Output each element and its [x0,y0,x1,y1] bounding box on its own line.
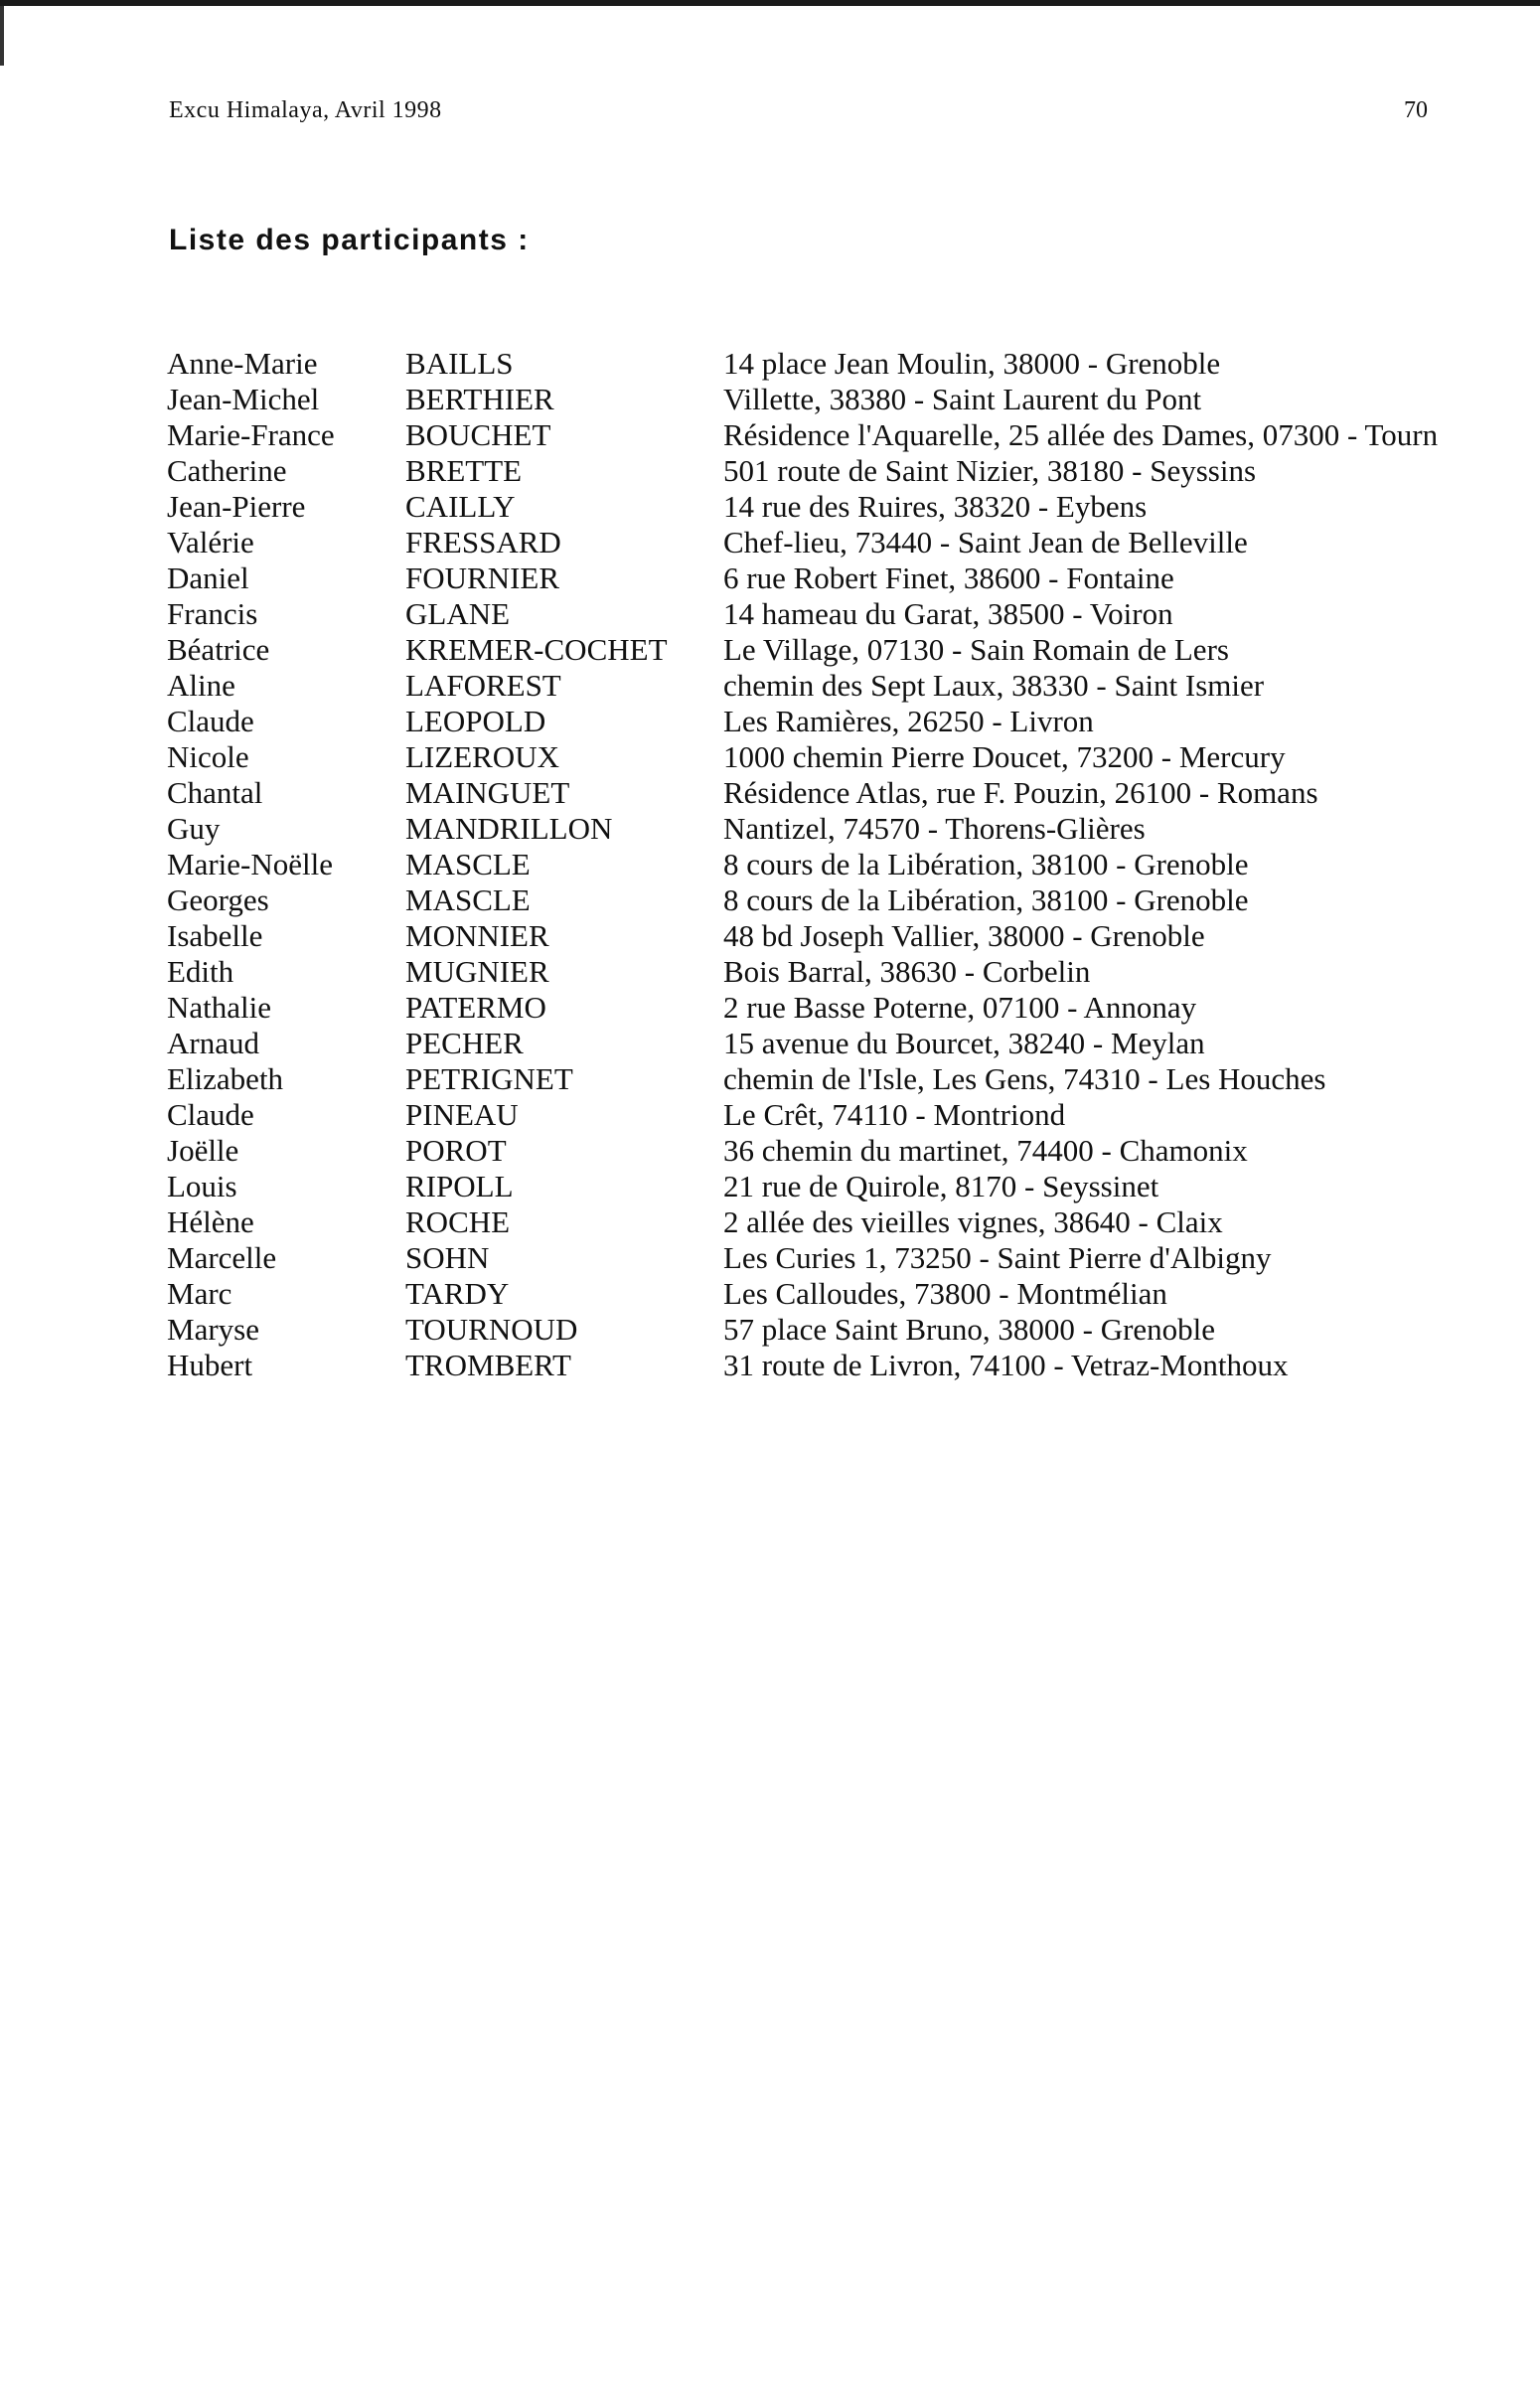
participant-address: 501 route de Saint Nizier, 38180 - Seyssins [723,453,1257,488]
participant-row [167,525,1540,560]
participant-row [167,417,1540,453]
participant-last-name: TROMBERT [405,1348,571,1382]
participant-first-name: Claude [167,704,254,738]
participant-first-name: Louis [167,1169,237,1203]
participant-first-name: Marcelle [167,1240,277,1275]
participant-last-name: MONNIER [405,918,549,953]
participant-first-name: Jean-Pierre [167,489,306,524]
participant-address: 31 route de Livron, 74100 - Vetraz-Monthoux [723,1348,1289,1382]
participant-address: Les Curies 1, 73250 - Saint Pierre d'Albigny [723,1240,1272,1275]
participant-last-name: LAFOREST [405,668,561,703]
participant-last-name: SOHN [405,1240,490,1275]
participant-row [167,811,1540,847]
participant-row [167,847,1540,882]
participant-row [167,1169,1540,1204]
scan-edge-top [0,0,1540,6]
participant-first-name: Aline [167,668,235,703]
participant-first-name: Marie-France [167,417,335,452]
participant-address: 2 rue Basse Poterne, 07100 - Annonay [723,990,1197,1025]
participant-address: Résidence l'Aquarelle, 25 allée des Dames, 07300 - Tourn [723,417,1439,452]
participant-address: 1000 chemin Pierre Doucet, 73200 - Mercury [723,739,1286,774]
participant-last-name: PETRIGNET [405,1061,573,1096]
participant-row [167,1312,1540,1348]
participant-last-name: LEOPOLD [405,704,546,738]
participant-address: 21 rue de Quirole, 8170 - Seyssinet [723,1169,1159,1203]
participant-last-name: GLANE [405,596,511,631]
participant-row [167,1204,1540,1240]
participant-row [167,990,1540,1026]
participant-last-name: TOURNOUD [405,1312,578,1347]
participant-row [167,1061,1540,1097]
participant-first-name: Chantal [167,775,263,810]
participant-last-name: FOURNIER [405,560,560,595]
participant-first-name: Marc [167,1276,232,1311]
participant-row [167,668,1540,704]
participant-address: 48 bd Joseph Vallier, 38000 - Grenoble [723,918,1205,953]
participant-address: 14 rue des Ruires, 38320 - Eybens [723,489,1148,524]
participant-address: Chef-lieu, 73440 - Saint Jean de Belleville [723,525,1248,560]
participant-last-name: KREMER-COCHET [405,632,668,667]
participant-address: Les Ramières, 26250 - Livron [723,704,1094,738]
participant-row [167,560,1540,596]
participant-last-name: BERTHIER [405,382,554,416]
participant-last-name: BRETTE [405,453,523,488]
participant-first-name: Catherine [167,453,287,488]
participant-last-name: MUGNIER [405,954,549,989]
participant-row [167,954,1540,990]
participant-first-name: Guy [167,811,221,846]
participant-address: chemin de l'Isle, Les Gens, 74310 - Les Houches [723,1061,1326,1096]
participant-list [167,346,1540,1383]
participant-last-name: BAILLS [405,346,514,381]
participant-last-name: PECHER [405,1026,524,1060]
participant-row [167,775,1540,811]
participant-row [167,1348,1540,1383]
page-number: 70 [1404,97,1428,123]
participant-first-name: Arnaud [167,1026,259,1060]
participant-address: 14 place Jean Moulin, 38000 - Grenoble [723,346,1221,381]
participant-last-name: MAINGUET [405,775,570,810]
participant-last-name: BOUCHET [405,417,551,452]
participant-address: Le Village, 07130 - Sain Romain de Lers [723,632,1229,667]
participant-last-name: RIPOLL [405,1169,514,1203]
participant-first-name: Valérie [167,525,254,560]
participant-address: 14 hameau du Garat, 38500 - Voiron [723,596,1173,631]
participant-first-name: Hélène [167,1204,254,1239]
participant-first-name: Daniel [167,560,249,595]
participant-row [167,1133,1540,1169]
participant-row [167,382,1540,417]
participant-first-name: Edith [167,954,234,989]
participant-last-name: MASCLE [405,882,531,917]
participant-first-name: Marie-Noëlle [167,847,333,881]
participant-first-name: Isabelle [167,918,263,953]
participant-first-name: Jean-Michel [167,382,320,416]
participant-row [167,632,1540,668]
participant-first-name: Georges [167,882,269,917]
participant-last-name: CAILLY [405,489,516,524]
page-title: Liste des participants : [169,224,530,256]
participant-last-name: TARDY [405,1276,510,1311]
participant-address: 2 allée des vieilles vignes, 38640 - Claix [723,1204,1223,1239]
participant-address: 8 cours de la Libération, 38100 - Grenoble [723,882,1249,917]
participant-address: 57 place Saint Bruno, 38000 - Grenoble [723,1312,1216,1347]
participant-last-name: PATERMO [405,990,546,1025]
participant-first-name: Joëlle [167,1133,239,1168]
participant-first-name: Elizabeth [167,1061,284,1096]
participant-first-name: Nicole [167,739,249,774]
participant-last-name: ROCHE [405,1204,511,1239]
participant-row [167,1097,1540,1133]
participant-address: Villette, 38380 - Saint Laurent du Pont [723,382,1202,416]
participant-address: Le Crêt, 74110 - Montriond [723,1097,1066,1132]
participant-first-name: Anne-Marie [167,346,318,381]
participant-first-name: Maryse [167,1312,259,1347]
participant-address: Les Calloudes, 73800 - Montmélian [723,1276,1167,1311]
participant-address: 8 cours de la Libération, 38100 - Grenoble [723,847,1249,881]
participant-row [167,1026,1540,1061]
participant-last-name: POROT [405,1133,507,1168]
running-header: Excu Himalaya, Avril 1998 [169,97,442,123]
participant-row [167,1276,1540,1312]
participant-address: Résidence Atlas, rue F. Pouzin, 26100 - Romans [723,775,1318,810]
participant-row [167,596,1540,632]
participant-last-name: MANDRILLON [405,811,613,846]
participant-address: 36 chemin du martinet, 74400 - Chamonix [723,1133,1248,1168]
participant-last-name: FRESSARD [405,525,561,560]
participant-address: 6 rue Robert Finet, 38600 - Fontaine [723,560,1174,595]
participant-last-name: PINEAU [405,1097,519,1132]
participant-row [167,489,1540,525]
participant-first-name: Francis [167,596,258,631]
participant-row [167,704,1540,739]
participant-row [167,453,1540,489]
participant-row [167,346,1540,382]
participant-row [167,739,1540,775]
participant-address: chemin des Sept Laux, 38330 - Saint Ismier [723,668,1265,703]
participant-first-name: Nathalie [167,990,272,1025]
participant-address: Nantizel, 74570 - Thorens-Glières [723,811,1146,846]
participant-row [167,918,1540,954]
participant-row [167,1240,1540,1276]
participant-row [167,882,1540,918]
participant-first-name: Claude [167,1097,254,1132]
scan-edge-left [0,6,4,66]
participant-first-name: Hubert [167,1348,253,1382]
participant-last-name: MASCLE [405,847,531,881]
participant-address: Bois Barral, 38630 - Corbelin [723,954,1091,989]
participant-last-name: LIZEROUX [405,739,559,774]
participant-first-name: Béatrice [167,632,270,667]
participant-address: 15 avenue du Bourcet, 38240 - Meylan [723,1026,1205,1060]
